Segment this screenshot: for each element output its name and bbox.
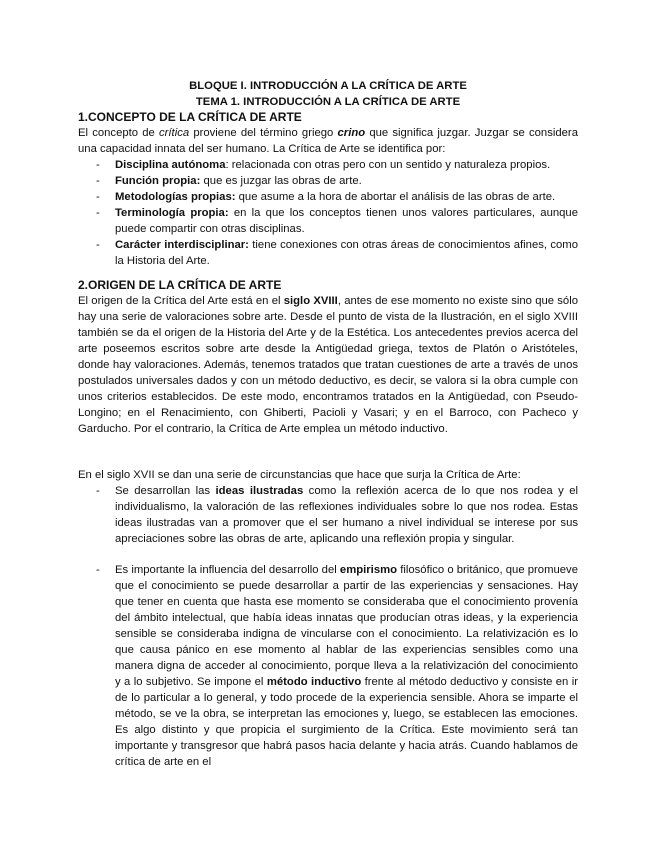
section-1-intro: El concepto de crítica proviene del término griego crino que significa juzgar. Juzgar se considera una capacidad innata del ser humano. La Crítica de Arte se identifica por: xyxy=(78,127,578,155)
section-2-bullet-1: - Se desarrollan las ideas ilustradas como la reflexión acerca de lo que nos rodea y el individualismo, la valoración de las reflexiones individuales sobre lo que nos rodea. Estas ideas ilustradas van a promover que el ser humano a nivel individual se interese por sus apreciaciones sobre las obras de arte, aplicando una reflexión propia y singular. xyxy=(96,485,578,545)
section-2-heading: 2.ORIGEN DE LA CRÍTICA DE ARTE xyxy=(78,278,282,292)
section-2-bullet-2: - Es importante la influencia del desarrollo del empirismo filosófico o británico, que promueve que el conocimiento se puede desarrollar a partir de las experiencias y sensaciones. Hay que tener en cuenta que hasta ese momento se consideraba que el conocimiento provenía del ámbito intelectual, que había ideas innatas que producían otras ideas, y la experiencia sensible se consideraba indigna de vincularse con el conocimiento. La relativización es lo que causa pánico en ese momento al hablar de las experiencias sensibles como una manera digna de acceder al conocimiento, porque lleva a la relativización del conocimiento y a lo subjetivo. Se impone el método inductivo frente al método deductivo y consiste en ir de lo particular a lo general, y todo procede de la experiencia sensible. Ahora se imparte el método, se ve la obra, se interpretan las emociones y, luego, se establecen las emociones. Es algo distinto y que propicia el surgimiento de la Crítica. Este movimiento será tan importante y transgresor que habrá pasos hacia delante y hacia atrás. Cuando hablamos de crítica de arte en el xyxy=(96,564,578,768)
list-item: - Carácter interdisciplinar: tiene conexiones con otras áreas de conocimientos afines, como la Historia del Arte. xyxy=(96,239,578,267)
list-item: - Terminología propia: en la que los conceptos tienen unos valores particulares, aunque puede compartir con otras disciplinas. xyxy=(96,207,578,235)
topic-title: TEMA 1. INTRODUCCIÓN A LA CRÍTICA DE ARTE xyxy=(195,96,461,108)
list-item: - Función propia: que es juzgar las obras de arte. xyxy=(96,175,362,187)
list-item: - Metodologías propias: que asume a la hora de abortar el análisis de las obras de arte. xyxy=(96,191,556,203)
section-2-paragraph-1: El origen de la Crítica del Arte está en el siglo XVIII, antes de ese momento no existe sino que sólo hay una serie de valoraciones sobre arte. Desde el punto de vista de la Ilustración, en el siglo XVIII también se da el origen de la Historia del Arte y de la Estética. Los antecedentes previos acerca del arte poseemos escritos sobre arte desde la Antigüedad griega, textos de Platón o Aristóteles, donde hay valoraciones. Además, tenemos tratados que tratan cuestiones de arte a través de unos postulados universales dados y con un método deductivo, es decir, se valora si la obra cumple con unos criterios establecidos. De este modo, encontramos tratados en la Antigüedad, con Pseudo-Longino; en el Renacimiento, con Ghiberti, Pacioli y Vasari; y en el Barroco, con Pacheco y Garducho. Por el contrario, la Crítica de Arte emplea un método inductivo. xyxy=(78,295,578,435)
block-title: BLOQUE I. INTRODUCCIÓN A LA CRÍTICA DE ARTE xyxy=(189,80,467,92)
section-1-heading: 1.CONCEPTO DE LA CRÍTICA DE ARTE xyxy=(78,110,302,124)
list-item: - Disciplina autónoma: relacionada con otras pero con un sentido y naturaleza propios. xyxy=(96,159,551,171)
section-1-list xyxy=(78,157,578,269)
section-2-paragraph-2: En el siglo XVII se dan una serie de circunstancias que hace que surja la Crítica de Arte: xyxy=(78,469,521,481)
